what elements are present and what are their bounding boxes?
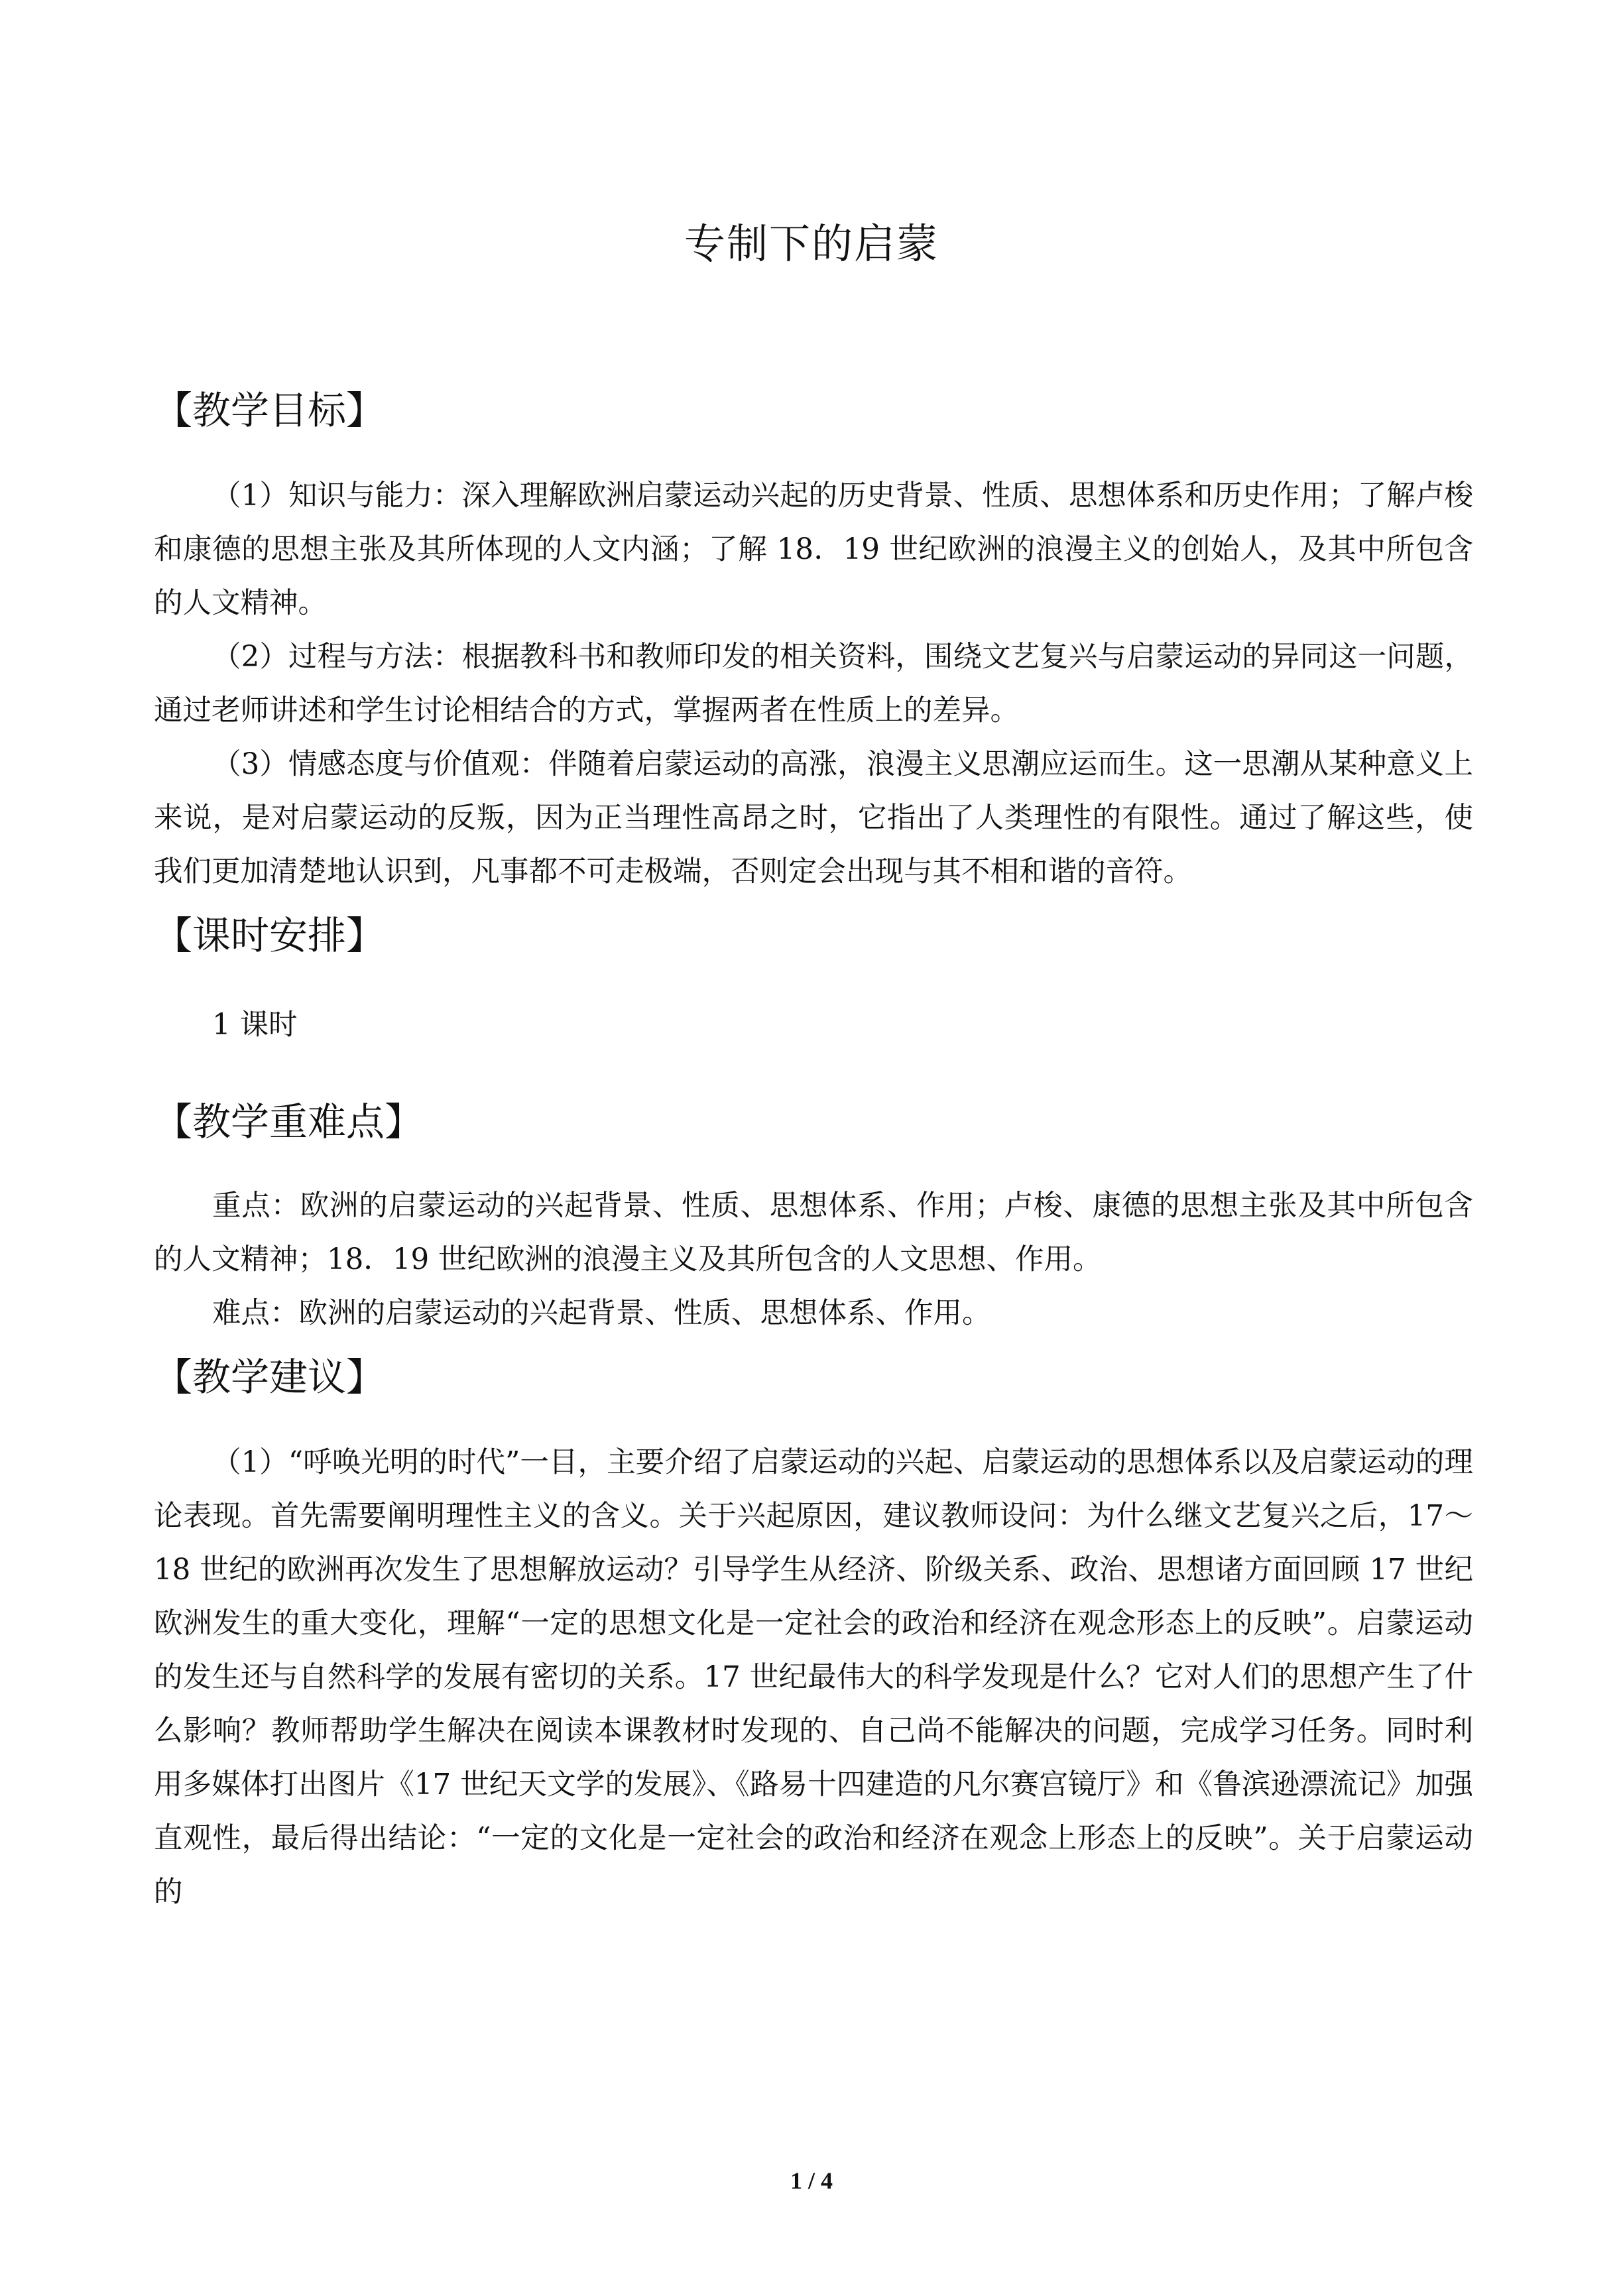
paragraph-objective-2: （2）过程与方法：根据教科书和教师印发的相关资料，围绕文艺复兴与启蒙运动的异同这一问题，通过老师讲述和学生讨论相结合的方式，掌握两者在性质上的差异。 — [154, 640, 1473, 727]
document-body — [154, 371, 1473, 1919]
paragraph-suggestion-1: （1）“呼唤光明的时代”一目，主要介绍了启蒙运动的兴起、启蒙运动的思想体系以及启蒙运动的理论表现。首先需要阐明理性主义的含义。关于兴起原因，建议教师设问：为什么继文艺复兴之后，17～18 世纪的欧洲再次发生了思想解放运动？引导学生从经济、阶级关系、政治、思想诸方面回顾 17 世纪欧洲发生的重大变化，理解“一定的思想文化是一定社会的政治和经济在观念形态上的反映”。启蒙运动的发生还与自然科学的发展有密切的关系。17 世纪最伟大的科学发现是什么？它对人们的思想产生了什么影响？教师帮助学生解决在阅读本课教材时发现的、自己尚不能解决的问题，完成学习任务。同时利用多媒体打出图片《17 世纪天文学的发展》、《路易十四建造的凡尔赛宫镜厅》和《鲁滨逊漂流记》加强直观性，最后得出结论：“一定的文化是一定社会的政治和经济在观念上形态上的反映”。关于启蒙运动的 — [154, 1446, 1473, 1909]
paragraph-key-point: 重点：欧洲的启蒙运动的兴起背景、性质、思想体系、作用；卢梭、康德的思想主张及其中所包含的人文精神；18．19 世纪欧洲的浪漫主义及其所包含的人文思想、作用。 — [154, 1189, 1473, 1276]
paragraph-objective-3: （3）情感态度与价值观：伴随着启蒙运动的高涨，浪漫主义思潮应运而生。这一思潮从某种意义上来说，是对启蒙运动的反叛，因为正当理性高昂之时，它指出了人类理性的有限性。通过了解这些，使我们更加清楚地认识到，凡事都不可走极端，否则定会出现与其不相和谐的音符。 — [154, 748, 1473, 888]
page-title: 专制下的启蒙 — [684, 219, 939, 268]
section-heading-objectives: 【教学目标】 — [154, 388, 385, 433]
section-heading-schedule: 【课时安排】 — [154, 913, 385, 958]
section-heading-suggestions: 【教学建议】 — [154, 1355, 385, 1400]
paragraph-schedule: 1 课时 — [212, 1008, 298, 1042]
section-heading-key-points: 【教学重难点】 — [154, 1099, 424, 1144]
paragraph-difficult-point: 难点：欧洲的启蒙运动的兴起背景、性质、思想体系、作用。 — [212, 1297, 991, 1330]
paragraph-objective-1: （1）知识与能力：深入理解欧洲启蒙运动兴起的历史背景、性质、思想体系和历史作用；了解卢梭和康德的思想主张及其所体现的人文内涵；了解 18．19 世纪欧洲的浪漫主义的创始人，及其中所包含的人文精神。 — [154, 479, 1473, 620]
page-number: 1 / 4 — [790, 2167, 833, 2194]
